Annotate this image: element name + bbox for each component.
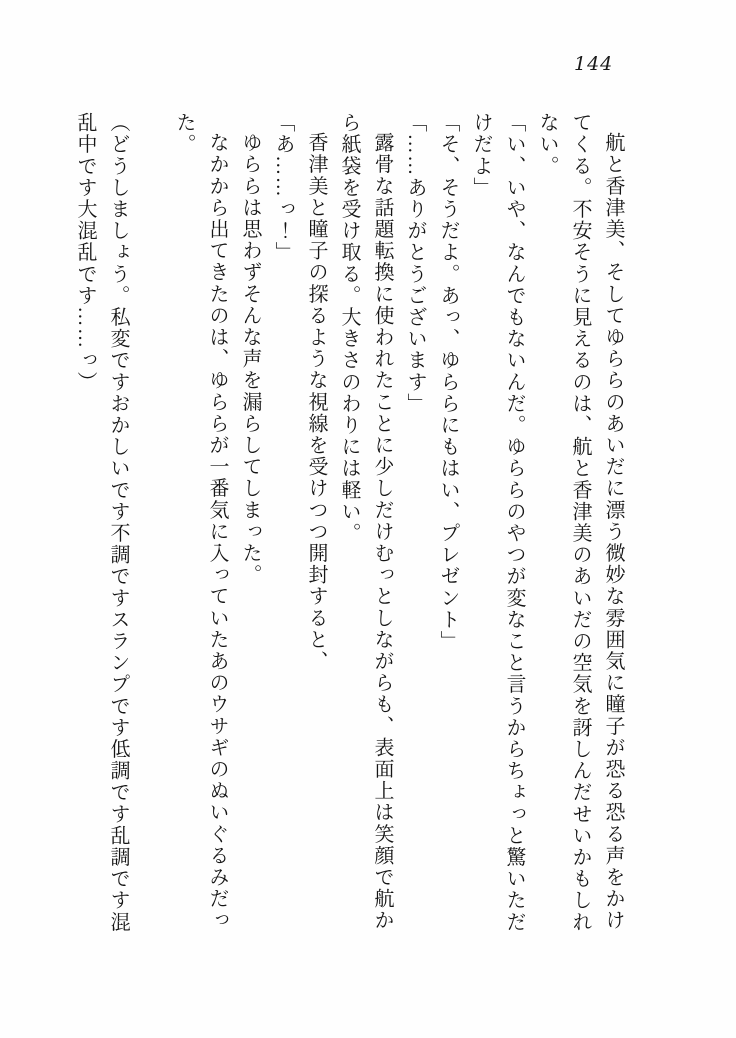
paragraph: 露骨な話題転換に使われたことに少しだけむっとしながらも、表面上は笑顔で航から紙袋を受け取る。大きさのわりには軽い。 xyxy=(338,112,393,932)
paragraph: 「い、いや、なんでもないんだ。ゆららのやつが変なこと言うからちょっと驚いただけだよ」 xyxy=(470,112,525,933)
paragraph: 香津美と瞳子の探るような視線を受けつつ開封すると、 xyxy=(305,132,327,672)
paragraph: （どうしましょう。私変ですおかしいです不調ですスランプです低調です乱調です混乱中です大混乱です……っ） xyxy=(74,112,129,933)
paragraph: なかから出てきたのは、ゆららが一番気に入っていたあのウサギのぬいぐるみだった。 xyxy=(173,112,228,932)
paragraph: 「そ、そうだよ。あっ、ゆららにもはい、プレゼント」 xyxy=(437,112,459,652)
text-block xyxy=(68,112,629,942)
page-number: 144 xyxy=(574,53,614,75)
paragraph: 「……ありがとうございます」 xyxy=(404,112,426,415)
paragraph: ゆららは思わずそんな声を漏らしてしまった。 xyxy=(239,132,261,586)
paragraph: 航と香津美、そしてゆららのあいだに漂う微妙な雰囲気に瞳子が恐る恐る声をかけてくる。不安そうに見えるのは、航と香津美のあいだの空気を訝しんだせいかもしれない。 xyxy=(536,112,624,933)
blank-line xyxy=(134,112,167,942)
paragraph: 「あ……っ！」 xyxy=(272,112,294,264)
